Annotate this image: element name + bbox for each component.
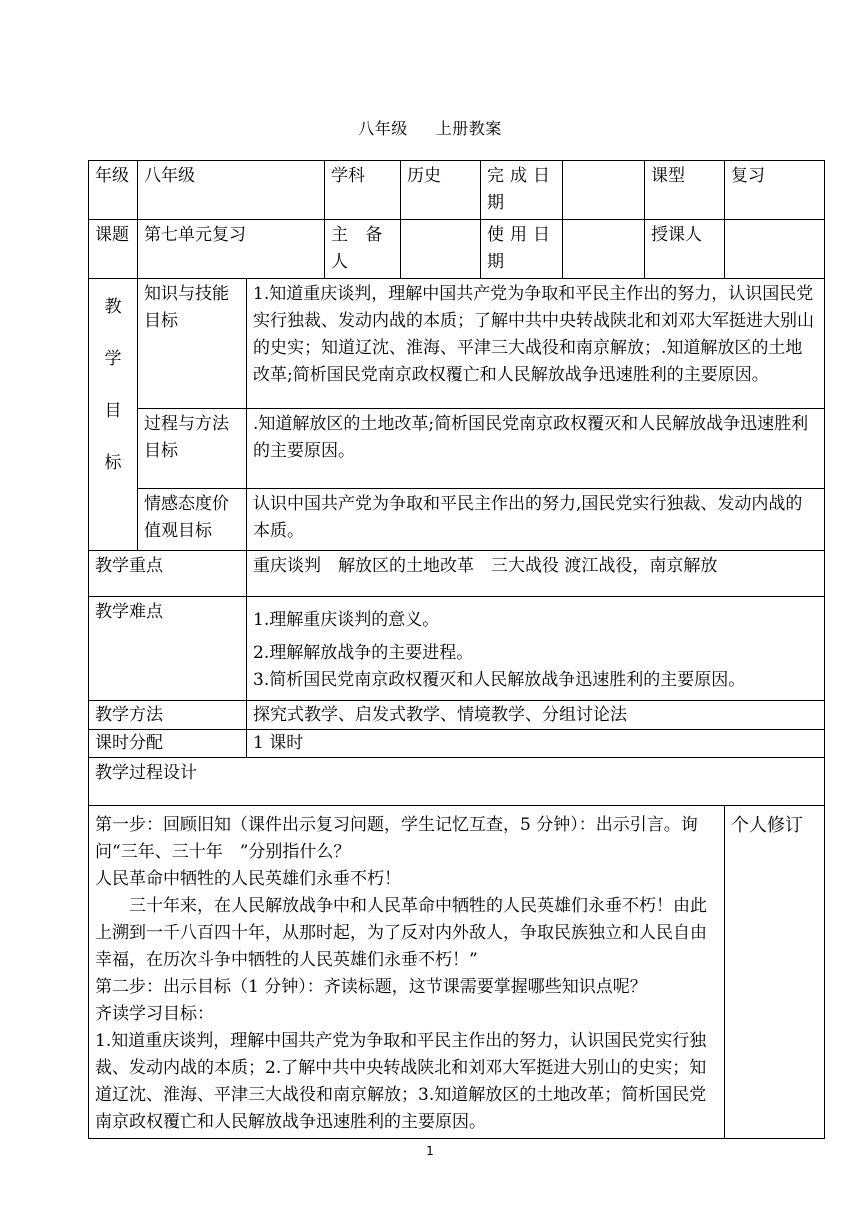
key-points-label: 教学重点 [89,551,247,597]
subject-value: 历史 [401,161,481,220]
topic-value: 第七单元复习 [138,220,325,279]
difficulty-item: 3.简析国民党南京政权覆灭和人民解放战争迅速胜利的主要原因。 [253,670,746,690]
header-grade: 八年级 [358,119,408,138]
subject-label: 学科 [325,161,401,220]
steps-cell [89,806,725,1139]
emotion-label: 情感态度价值观目标 [138,489,247,551]
process-text: .知道解放区的土地改革;简析国民党南京政权覆灭和人民解放战争迅速胜利的主要原因。 [247,409,825,489]
lesson-type-label: 课型 [645,161,725,220]
step-line: 第二步：出示目标（1 分钟）：齐读标题，这节课需要掌握哪些知识点呢？ [95,977,647,997]
topic-label: 课题 [89,220,138,279]
main-prep-value [401,220,481,279]
page-header [0,116,860,139]
use-date-value [563,220,645,279]
objectives-label [89,279,138,551]
process-design-label: 教学过程设计 [89,758,825,806]
methods-label: 教学方法 [89,701,247,730]
difficulty-item: 2.理解解放战争的主要进程。 [253,643,474,663]
knowledge-label: 知识与技能目标 [138,279,247,409]
main-prep-label: 主 备人 [325,220,401,279]
finish-date-label: 完成日期 [481,161,563,220]
methods-text: 探究式教学、启发式教学、情境教学、分组讨论法 [247,701,825,730]
use-date-label: 使用日期 [481,220,563,279]
lesson-plan-table [88,160,825,1139]
finish-date-value [563,161,645,220]
header-title: 上册教案 [435,119,502,138]
revision-label: 个人修订 [725,806,825,1139]
process-label: 过程与方法目标 [138,409,247,489]
key-points-text: 重庆谈判 解放区的土地改革 三大战役 渡江战役，南京解放 [247,551,825,597]
lesson-type-value: 复习 [725,161,825,220]
teacher-label: 授课人 [645,220,725,279]
step-line: 第一步：回顾旧知（课件出示复习问题，学生记忆互查，5 分钟）：出示引言。询问“三年、三十年 ”分别指什么？ [95,815,698,862]
step-line: 三十年来，在人民解放战争中和人民革命中牺牲的人民英雄们永垂不朽！由此上溯到一千八百四十年，从那时起，为了反对内外敌人，争取民族独立和人民自由幸福，在历次斗争中牺牲的人民英雄们永垂不朽！” [95,896,707,970]
step-line: 1.知道重庆谈判，理解中国共产党为争取和平民主作出的努力，认识国民党实行独裁、发动内战的本质；2.了解中共中央转战陕北和刘邓大军挺进大别山的史实；知道辽沈、淮海、平津三大战役和南京解放；3.知道解放区的土地改革；简析国民党南京政权覆亡和人民解放战争迅速胜利的主要原因。 [95,1031,707,1132]
knowledge-text: 1.知道重庆谈判，理解中国共产党为争取和平民主作出的努力，认识国民党实行独裁、发动内战的本质；了解中共中央转战陕北和刘邓大军挺进大别山的史实；知道辽沈、淮海、平津三大战役和南京解放；.知道解放区的土地改革;简析国民党南京政权覆亡和人民解放战争迅速胜利的主要原因。 [247,279,825,409]
difficulties-cell [247,597,825,701]
difficulty-item: 1.理解重庆谈判的意义。 [253,610,440,630]
step-line: 齐读学习目标： [95,1004,214,1024]
teacher-value [725,220,825,279]
page-number: 1 [426,1144,434,1158]
objectives-label-text: 教学目标 [104,297,122,473]
grade-label: 年级 [89,161,138,220]
hours-label: 课时分配 [89,730,247,758]
hours-text: 1 课时 [247,730,825,758]
emotion-text: 认识中国共产党为争取和平民主作出的努力,国民党实行独裁、发动内战的本质。 [247,489,825,551]
grade-value: 八年级 [138,161,325,220]
difficulties-label: 教学难点 [89,597,247,701]
step-line: 人民革命中牺牲的人民英雄们永垂不朽！ [95,869,401,889]
